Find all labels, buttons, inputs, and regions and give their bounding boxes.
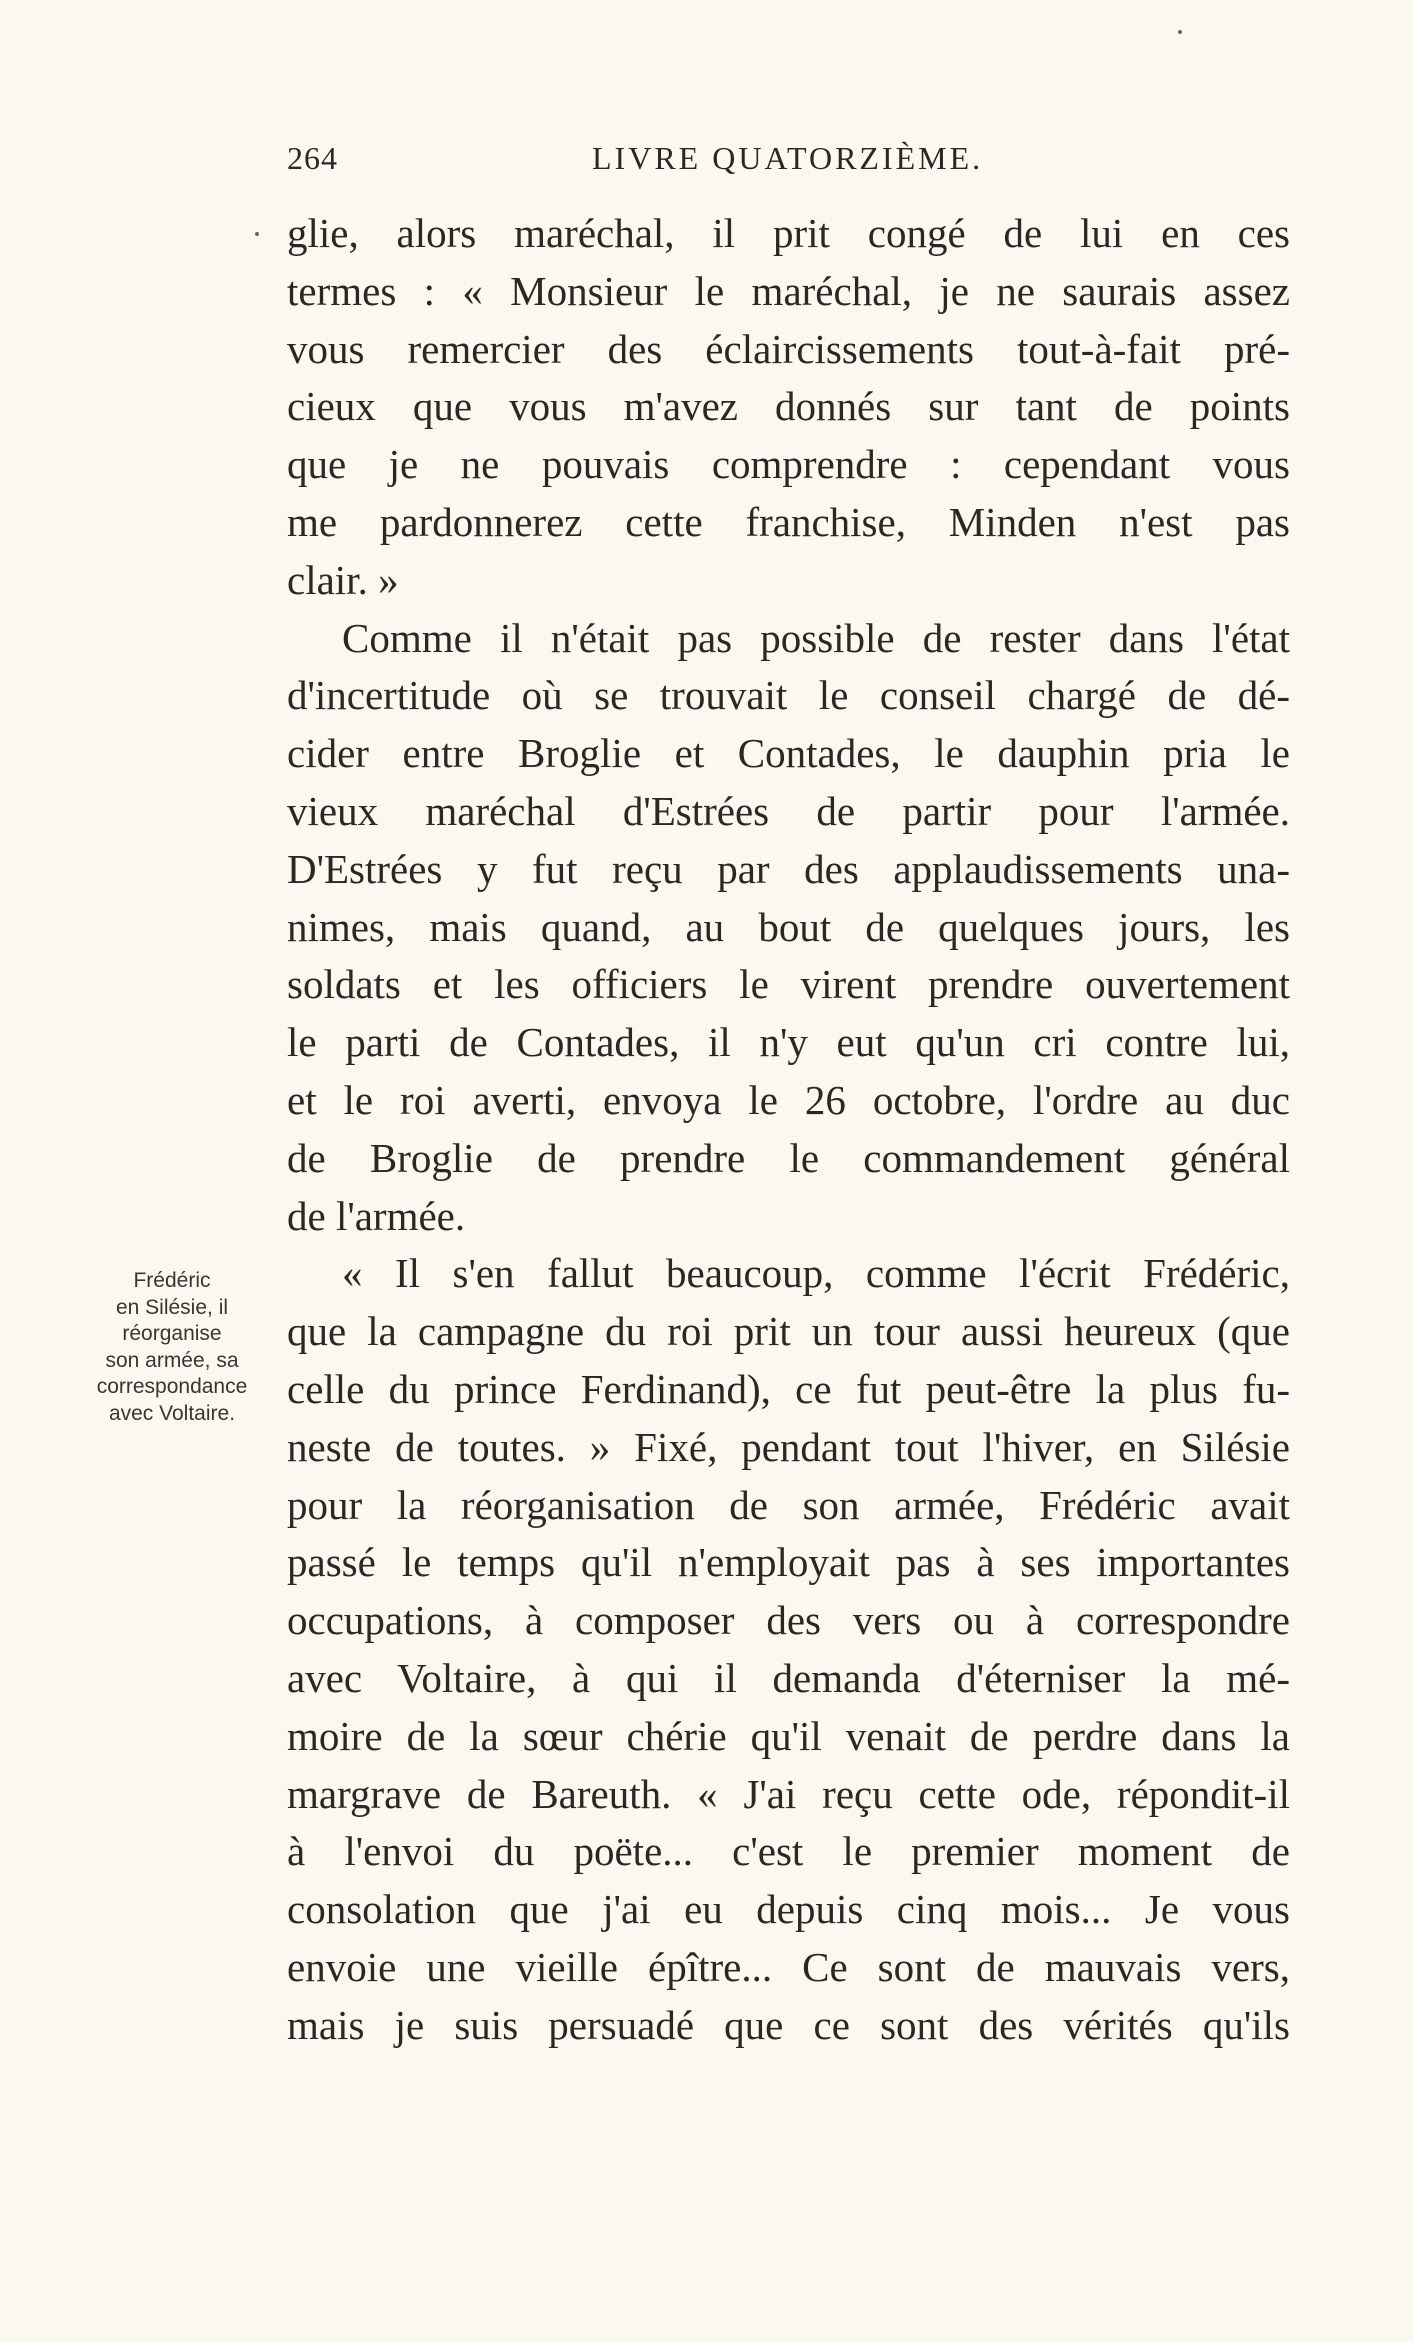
text-line: mais je suis persuadé que ce sont des vérités qu'ils xyxy=(287,2001,1290,2048)
margin-note-line: son armée, sa xyxy=(105,1348,239,1372)
text-line: que la campagne du roi prit un tour aussi heureux (que xyxy=(287,1308,1290,1355)
text-line: d'incertitude où se trouvait le conseil chargé de dé- xyxy=(287,672,1290,719)
text-line: glie, alors maréchal, il prit congé de lui en ces xyxy=(287,210,1290,256)
paper-speck xyxy=(255,232,259,236)
text-line: de l'armée. xyxy=(287,1192,466,1239)
text-line: occupations, à composer des vers ou à correspondre xyxy=(287,1597,1290,1644)
page-number: 264 xyxy=(287,140,338,176)
text-line: clair. » xyxy=(287,556,399,603)
text-line: margrave de Bareuth. « J'ai reçu cette ode, répondit-il xyxy=(287,1770,1290,1817)
paragraph-start-line: Comme il n'était pas possible de rester dans l'état xyxy=(342,614,1290,661)
text-line: envoie une vieille épître... Ce sont de mauvais vers, xyxy=(287,1943,1290,1990)
page-header xyxy=(287,140,1290,190)
text-line: avec Voltaire, à qui il demanda d'éterniser la mé- xyxy=(287,1654,1290,1701)
text-line: neste de toutes. » Fixé, pendant tout l'hiver, en Silésie xyxy=(287,1423,1290,1470)
margin-note-line: réorganise xyxy=(122,1322,222,1345)
text-line: pour la réorganisation de son armée, Frédéric avait xyxy=(287,1481,1290,1528)
text-line: à l'envoi du poëte... c'est le premier moment de xyxy=(287,1828,1290,1875)
text-line: passé le temps qu'il n'employait pas à ses importantes xyxy=(287,1539,1290,1586)
text-line: me pardonnerez cette franchise, Minden n'est pas xyxy=(287,498,1290,545)
text-line: D'Estrées y fut reçu par des applaudissements una- xyxy=(287,845,1290,892)
text-line: cider entre Broglie et Contades, le dauphin pria le xyxy=(287,730,1290,777)
paper-speck xyxy=(1178,30,1182,34)
text-line: consolation que j'ai eu depuis cinq mois... Je vous xyxy=(287,1886,1290,1933)
running-title: LIVRE QUATORZIÈME. xyxy=(592,140,984,176)
text-line: de Broglie de prendre le commandement général xyxy=(287,1134,1290,1181)
body-text xyxy=(287,205,1290,2055)
text-line: celle du prince Ferdinand), ce fut peut-être la plus fu- xyxy=(287,1365,1290,1412)
text-line: cieux que vous m'avez donnés sur tant de points xyxy=(287,383,1290,430)
text-line: moire de la sœur chérie qu'il venait de perdre dans la xyxy=(287,1712,1290,1759)
text-line: soldats et les officiers le virent prendre ouvertement xyxy=(287,961,1290,1008)
text-line: que je ne pouvais comprendre : cependant vous xyxy=(287,441,1290,488)
margin-note-line: Frédéric xyxy=(133,1269,211,1292)
margin-note-line: avec Voltaire. xyxy=(108,1401,236,1425)
text-line: termes : « Monsieur le maréchal, je ne saurais assez xyxy=(287,267,1290,314)
text-line: et le roi averti, envoya le 26 octobre, l'ordre au duc xyxy=(287,1076,1290,1123)
margin-note xyxy=(72,1268,272,1427)
text-line: nimes, mais quand, au bout de quelques jours, les xyxy=(287,903,1290,950)
text-line: vous remercier des éclaircissements tout-à-fait pré- xyxy=(287,325,1290,372)
paragraph-start-line: « Il s'en fallut beaucoup, comme l'écrit Frédéric, xyxy=(342,1250,1290,1297)
margin-note-line: correspondance xyxy=(96,1375,248,1398)
text-line: le parti de Contades, il n'y eut qu'un cri contre lui, xyxy=(287,1019,1290,1066)
text-line: vieux maréchal d'Estrées de partir pour l'armée. xyxy=(287,787,1290,834)
margin-note-line: en Silésie, il xyxy=(115,1295,229,1319)
